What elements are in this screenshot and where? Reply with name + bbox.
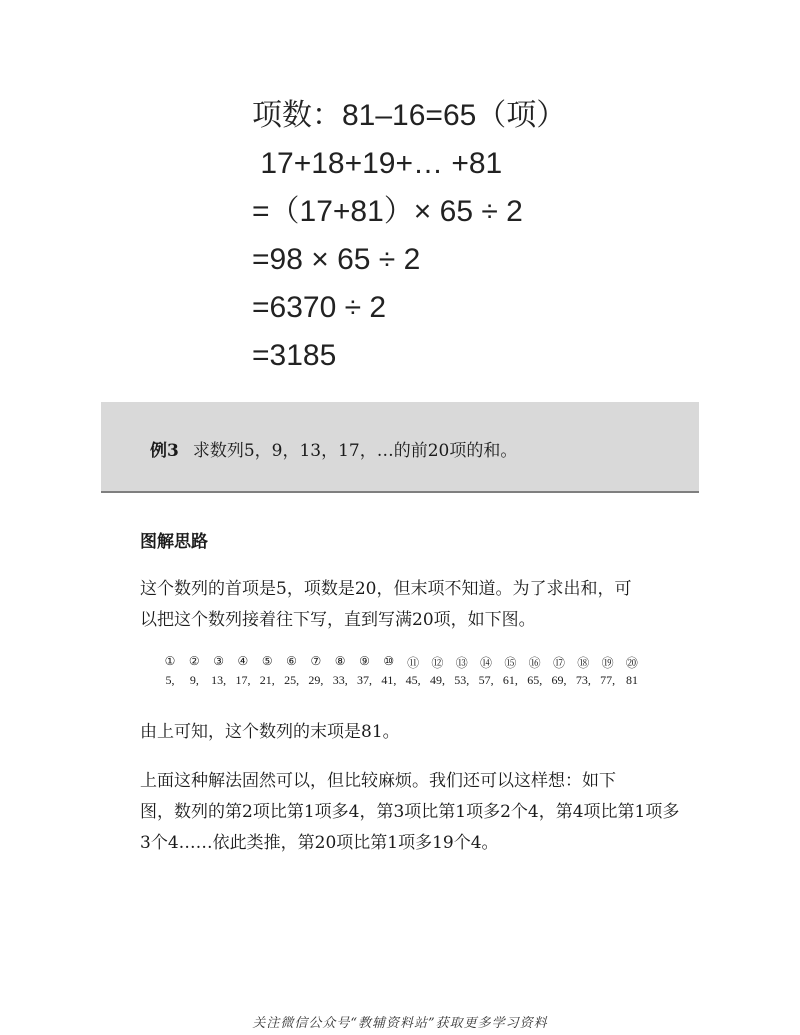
sequence-index: ⑮ [504,656,517,670]
sequence-index: ⑤ [261,654,273,668]
sequence-value: 77, [600,673,616,687]
sequence-index: ⑬ [455,656,468,670]
sequence-value: 9, [189,673,199,687]
sequence-value: 29, [308,673,324,687]
example-question: 求数列5，9，13，17，…的前20项的和。 [192,441,518,461]
sequence-value: 5, [165,673,175,687]
sequence-value: 41, [381,673,397,687]
paragraph-line: 以把这个数列接着往下写，直到写满20项，如下图。 [140,610,536,630]
sequence-index-row [158,654,644,671]
sequence-value: 73, [575,673,591,687]
sequence-index: ⑧ [334,654,346,668]
sequence-value: 53, [454,673,470,687]
sequence-index: ⑨ [359,654,370,668]
sequence-value-row [158,673,644,688]
section-heading: 图解思路 [140,532,208,552]
paragraph-1 [140,574,700,636]
calc-line: =98 × 65 ÷ 2 [252,243,421,276]
sequence-value: 49, [429,673,445,687]
sequence-index: ⑪ [407,656,420,670]
footer-watermark: 关注微信公众号“教辅资料站”获取更多学习资料 [252,1016,548,1031]
calc-line: =（17+81）× 65 ÷ 2 [252,195,523,228]
sequence-value: 21, [259,673,275,687]
sequence-value: 57, [478,673,494,687]
sequence-value: 33, [332,673,348,687]
sequence-index: ⑯ [528,656,541,670]
sequence-index: ⑩ [383,654,395,668]
paragraph-line: 上面这种解法固然可以，但比较麻烦。我们还可以这样想：如下 [140,771,616,791]
sequence-index: ⑭ [480,656,493,670]
sequence-value: 45, [405,673,421,687]
paragraph-line: 图，数列的第2项比第1项多4，第3项比第1项多2个4，第4项比第1项多 [140,802,680,822]
calculation-block [252,92,566,380]
sequence-index: ① [164,654,176,668]
sequence-index: ④ [237,654,249,668]
sequence-index: ⑥ [286,654,297,668]
example-label: 例3 [150,441,179,461]
sequence-index: ⑫ [431,656,444,670]
sequence-value: 69, [551,673,567,687]
sequence-value: 37, [357,673,372,687]
sequence-value: 25, [284,673,300,687]
sequence-index: ⑰ [552,656,565,670]
sequence-value: 61, [502,673,518,687]
paragraph-line: 3个4……依此类推，第20项比第1项多19个4。 [140,833,499,853]
sequence-index: ⑦ [310,654,322,668]
sequence-figure [158,654,644,688]
example-box [101,402,699,493]
sequence-value: 17, [235,673,251,687]
paragraph-2 [140,717,700,748]
sequence-index: ⑳ [625,656,638,670]
sequence-value: 81 [625,673,638,687]
calc-line: 17+18+19+… +81 [252,147,503,180]
sequence-index: ⑱ [577,656,590,670]
calc-line: =3185 [252,339,337,372]
sequence-index: ② [188,654,200,668]
paragraph-3 [140,766,700,859]
calc-line: 项数：81–16=65（项） [252,99,567,132]
paragraph-line: 由上可知，这个数列的末项是81。 [140,722,400,742]
sequence-index: ⑲ [601,656,614,670]
calc-line: =6370 ÷ 2 [252,291,387,324]
paragraph-line: 这个数列的首项是5，项数是20，但末项不知道。为了求出和，可 [140,579,632,599]
sequence-value: 65, [527,673,543,687]
sequence-value: 13, [211,673,227,687]
example-text [150,436,517,461]
sequence-index: ③ [213,654,224,668]
